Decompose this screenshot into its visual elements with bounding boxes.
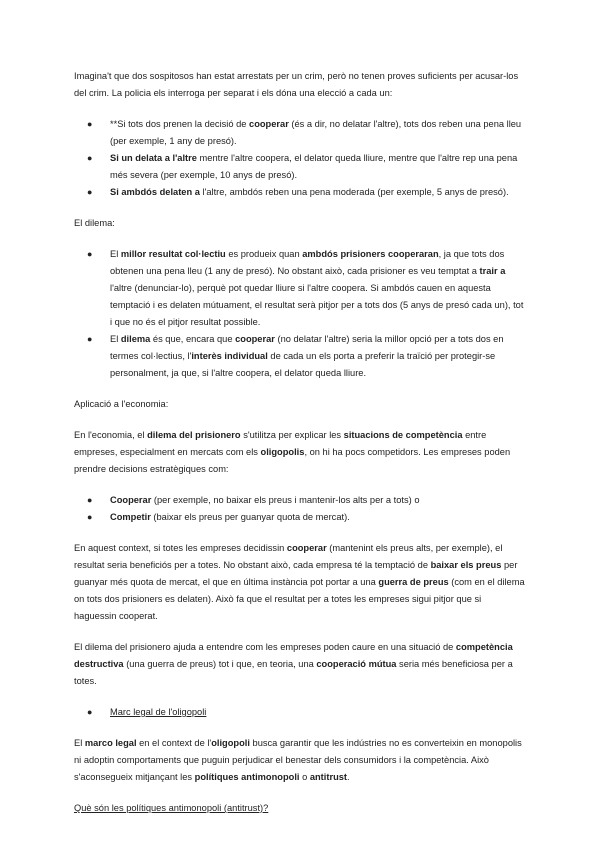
list-item: ● Competir (baixar els preus per guanyar quota de mercat). — [74, 509, 526, 526]
list-item: ● Si un delata a l'altre mentre l'altre coopera, el delator queda lliure, mentre que l'altre rep una pena més severa (per exemple, 10 anys de presó). — [74, 150, 526, 184]
list-item — [74, 704, 526, 721]
list-item: ● Si ambdós delaten a l'altre, ambdós reben una pena moderada (per exemple, 5 anys de presó). — [74, 184, 526, 201]
dilemma-heading: El dilema: — [74, 218, 115, 228]
list-item: ● **Si tots dos prenen la decisió de cooperar (és a dir, no delatar l'altre), tots dos reben una pena lleu (per exemple, 1 any de presó). — [74, 116, 526, 150]
document-page — [74, 68, 526, 817]
list-item: ● Cooperar (per exemple, no baixar els preus i mantenir-los alts per a tots) o — [74, 492, 526, 509]
intro-paragraph: Imagina't que dos sospitosos han estat arrestats per un crim, però no tenen proves suficients per acusar-los del crim. La policia els interroga per separat i els dóna una elecció a cada un: — [74, 71, 519, 98]
antitrust-question-heading: Què són les polítiques antimonopoli (antitrust)? — [74, 803, 269, 813]
economy-paragraph: En l'economia, el dilema del prisionero s'utilitza per explicar les situacions de competència entre empreses, especialment en mercats com els oligopolis, on hi ha pocs competidors. Les empreses poden prendre decisions estratègiques com: — [74, 430, 511, 474]
bullet-icon: ● — [87, 334, 93, 344]
list-item: ● El dilema és que, encara que cooperar (no delatar l'altre) seria la millor opció per a tots dos en termes col·lectius, l'interès individual de cada un els porta a preferir la traïció per protegir-se personalment, ja que, si l'altre coopera, el delator queda lliure. — [74, 331, 526, 382]
bullet-icon: ● — [87, 495, 93, 505]
legal-paragraph: El marco legal en el context de l'oligopoli busca garantir que les indústries no es converteixin en monopolis ni adoptin comportaments que puguin perjudicar el benestar dels consumidors i la competència. Això s'aconsegueix mitjançant les polítiques antimonopoli o antitrust. — [74, 738, 522, 782]
scenario-list — [74, 116, 526, 201]
bullet-icon: ● — [87, 187, 93, 197]
bullet-icon: ● — [87, 119, 93, 129]
legal-heading-list — [74, 704, 526, 721]
bullet-icon: ● — [87, 249, 93, 259]
context-paragraph: En aquest context, si totes les empreses decidissin cooperar (mantenint els preus alts, per exemple), el resultat seria beneficiós per a totes. No obstant això, cada empresa té la temptació de baixar els preus per guanyar més quota de mercat, el que en última instància pot portar a una guerra de preus (com en el dilema on tots dos prisioners es delaten). Això fa que el resultat per a totes les empreses sigui pitjor que si haguessin cooperat. — [74, 543, 525, 621]
economy-heading: Aplicació a l'economia: — [74, 399, 169, 409]
bullet-icon: ● — [87, 153, 93, 163]
conclusion-paragraph: El dilema del prisionero ajuda a entendre com les empreses poden caure en una situació de competència destructiva (una guerra de preus) tot i que, en teoria, una cooperació mútua seria més beneficiosa per a totes. — [74, 642, 513, 686]
legal-heading: Marc legal de l'oligopoli — [110, 707, 207, 717]
options-list — [74, 492, 526, 526]
list-item: ● El millor resultat col·lectiu es produeix quan ambdós prisioners cooperaran, ja que tots dos obtenen una pena lleu (1 any de presó). No obstant això, cada prisioner es veu temptat a trair a l'altre (denunciar-lo), perquè pot quedar lliure si l'altre coopera. Si ambdós cauen en aquesta temptació i es delaten mútuament, el resultat serà pitjor per a tots dos (5 anys de presó cada un), tot i que no és el pitjor resultat possible. — [74, 246, 526, 331]
bullet-icon: ● — [87, 512, 93, 522]
bullet-icon: ● — [87, 707, 93, 717]
dilemma-list — [74, 246, 526, 382]
